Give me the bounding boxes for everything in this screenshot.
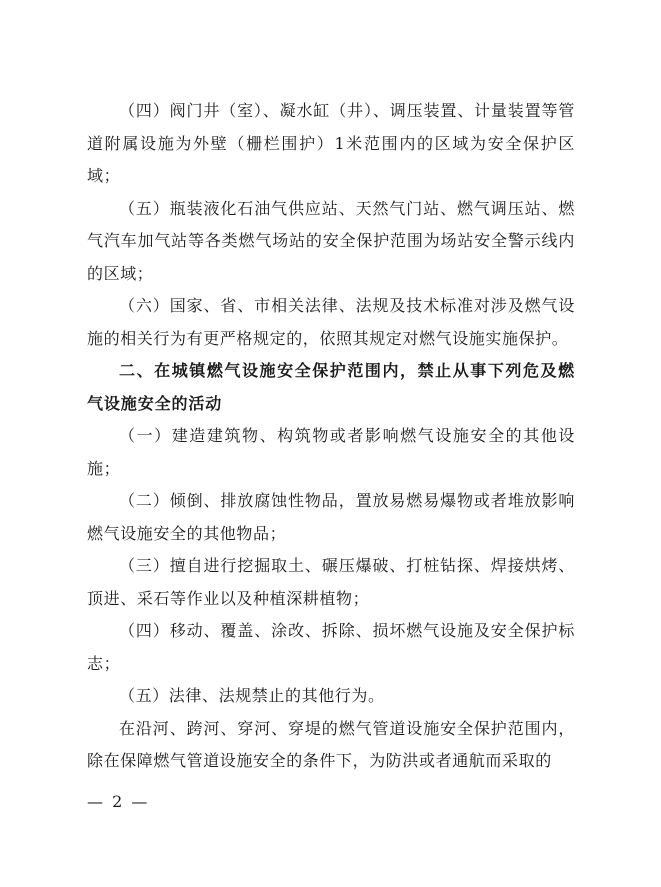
paragraph-item-3-excavation: （三）擅自进行挖掘取土、碾压爆破、打桩钻探、焊接烘烤、顶进、采石等作业以及种植深耕植物； [87,556,575,608]
paragraph-item-4-valve-wells: （四）阀门井（室）、凝水缸（井）、调压装置、计量装置等管道附属设施为外壁（栅栏围护）1米范围内的区域为安全保护区域； [87,101,575,185]
paragraph-item-1-construction: （一）建造建筑物、构筑物或者影响燃气设施安全的其他设施； [87,426,575,478]
paragraph-item-2-dumping: （二）倾倒、排放腐蚀性物品，置放易燃易爆物或者堆放影响燃气设施安全的其他物品； [87,491,575,543]
paragraph-item-5-gas-stations: （五）瓶装液化石油气供应站、天然气门站、燃气调压站、燃气汽车加气站等各类燃气场站的安全保护范围为场站安全警示线内的区域； [87,198,575,283]
paragraph-item-4-removal: （四）移动、覆盖、涂改、拆除、损坏燃气设施及安全保护标志； [87,621,575,673]
page-number: — 2 — [87,792,150,811]
section-heading-prohibited-activities: 二、在城镇燃气设施安全保护范围内，禁止从事下列危及燃气设施安全的活动 [87,361,575,413]
paragraph-item-5-other: （五）法律、法规禁止的其他行为。 [119,686,385,705]
paragraph-item-6-stricter-rules: （六）国家、省、市相关法律、法规及技术标准对涉及燃气设施的相关行为有更严格规定的，依照其规定对燃气设施实施保护。 [87,296,575,348]
body-text [87,95,575,778]
paragraph-river-pipelines: 在沿河、跨河、穿河、穿堤的燃气管道设施安全保护范围内，除在保障燃气管道设施安全的条件下，为防洪或者通航而采取的 [87,718,575,770]
